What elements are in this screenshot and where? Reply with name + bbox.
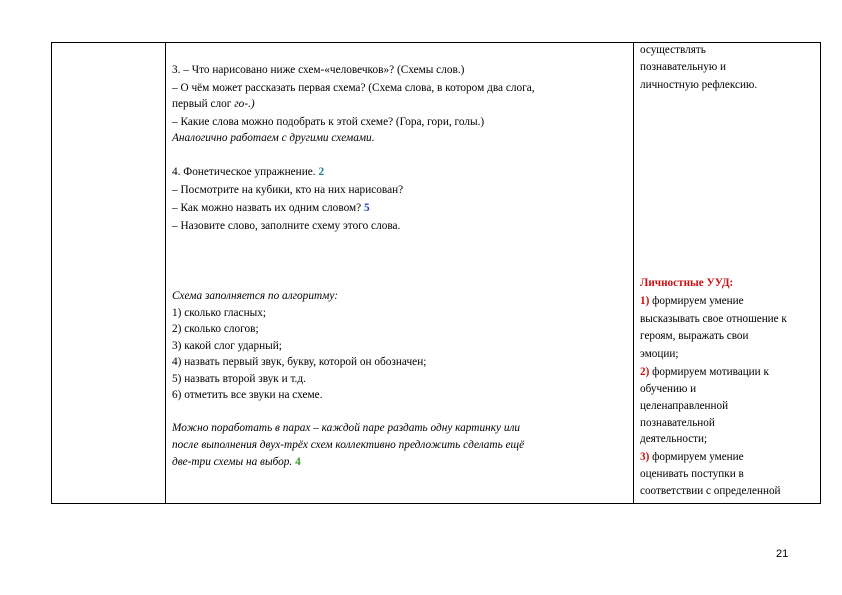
text-line: – Какие слова можно подобрать к этой схеме? (Гора, гори, голы.) (172, 116, 485, 128)
text-line: – Как можно назвать их одним словом? 5 (172, 202, 370, 214)
text-line: – Назовите слово, заполните схему этого слова. (172, 220, 401, 232)
text-line: первый слог го-.) (172, 98, 255, 110)
text-line: 2) сколько слогов; (172, 323, 259, 335)
text-line: личностную рефлексию. (640, 79, 758, 91)
text-line: осуществлять (640, 44, 706, 56)
text-line: Схема заполняется по алгоритму: (172, 290, 338, 302)
text-line: 5) назвать второй звук и т.д. (172, 373, 306, 385)
text-line: 1) сколько гласных; (172, 307, 266, 319)
text-line: познавательной (640, 417, 715, 429)
slide-number: 2 (318, 166, 325, 178)
text-line: 4) назвать первый звук, букву, которой он обозначен; (172, 356, 427, 368)
text-line: высказывать свое отношение к (640, 313, 787, 325)
column-teacher-activity (166, 43, 634, 503)
text-line: оценивать поступки в (640, 468, 744, 480)
section-heading: Личностные УУД: (640, 277, 734, 289)
text-line: 3) формируем умение (640, 451, 744, 463)
lesson-table (51, 42, 821, 504)
text-line: эмоции; (640, 348, 679, 360)
text-line: Можно поработать в парах – каждой паре раздать одну картинку или (172, 422, 521, 434)
text-line: целенаправленной (640, 400, 729, 412)
slide-number: 4 (295, 456, 301, 468)
text-line: 1) формируем умение (640, 295, 744, 307)
page-number: 21 (776, 548, 789, 560)
text-line: соответствии с определенной (640, 485, 781, 497)
column-uud (634, 43, 820, 503)
text-line: деятельности; (640, 433, 708, 445)
text-line: – Посмотрите на кубики, кто на них нарисован? (172, 184, 404, 196)
slide-number: 5 (364, 202, 370, 214)
text-line: Аналогично работаем с другими схемами. (172, 132, 375, 144)
text-line: две-три схемы на выбор. 4 (172, 456, 301, 468)
text-line: 2) формируем мотивации к (640, 366, 769, 378)
text-line: обучению и (640, 383, 697, 395)
column-stage (52, 43, 166, 503)
text-line: 6) отметить все звуки на схеме. (172, 389, 323, 401)
text-line: 3. – Что нарисовано ниже схем-«человечков»? (Схемы слов.) (172, 64, 465, 76)
text-line: героям, выражать свои (640, 330, 749, 342)
text-line: – О чём может рассказать первая схема? (Схема слова, в котором два слога, (172, 82, 535, 94)
text-line: после выполнения двух-трёх схем коллективно предложить сделать ещё (172, 439, 525, 451)
text-line: 4. Фонетическое упражнение. 2 (172, 166, 325, 178)
text-line: познавательную и (640, 61, 727, 73)
text-line: 3) какой слог ударный; (172, 340, 282, 352)
